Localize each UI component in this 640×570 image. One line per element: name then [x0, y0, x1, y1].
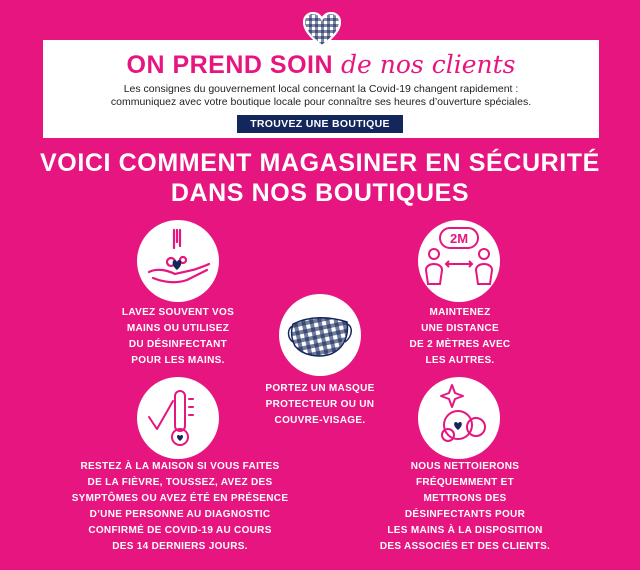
banner-headline [43, 50, 599, 80]
wash-hands-icon [137, 220, 219, 302]
mask-circle [279, 294, 361, 376]
thermometer-circle [137, 377, 219, 459]
find-store-button[interactable]: TROUVEZ UNE BOUTIQUE [237, 115, 403, 133]
distance-circle [418, 220, 500, 302]
wash-hands-text: LAVEZ SOUVENT VOS MAINS OU UTILISEZ DU DÉSINFECTANT POUR LES MAINS. [121, 307, 235, 366]
mask-text: PORTEZ UN MASQUE PROTECTEUR OU UN COUVRE-VISAGE. [265, 383, 375, 426]
distance-text: MAINTENEZ UNE DISTANCE DE 2 MÈTRES AVEC LES AUTRES. [409, 307, 511, 366]
banner-text: Les consignes du gouvernement local concernant la Covid-19 changent rapidement : communiquez avec votre boutique locale pour connaître ses heures d’ouverture spéciales. [110, 83, 532, 108]
headline-bold: ON PREND SOIN [126, 51, 334, 79]
mask-icon [279, 294, 361, 376]
wash-hands-circle [137, 220, 219, 302]
headline-script: de nos clients [341, 50, 516, 79]
thermometer-icon [137, 377, 219, 459]
page-title: VOICI COMMENT MAGASINER EN SÉCURITÉ DANS NOS BOUTIQUES [40, 149, 600, 207]
distance-icon [418, 220, 500, 302]
distance-badge: 2M [449, 231, 469, 246]
cleaning-circle [418, 377, 500, 459]
cleaning-text: NOUS NETTOIERONS FRÉQUEMMENT ET METTRONS DES DÉSINFECTANTS POUR LES MAINS À LA DISPOSITION DES ASSOCIÉS ET DES CLIENTS. [379, 461, 551, 552]
stay-home-text: RESTEZ À LA MAISON SI VOUS FAITES DE LA FIÈVRE, TOUSSEZ, AVEZ DES SYMPTÔMES OU AVEZ ÉTÉ EN PRÉSENCE D’UNE PERSONNE AU DIAGNOSTIC CONFIRMÉ DE COVID-19 AU COURS DES 14 DERNIERS JOURS. [71, 461, 289, 552]
cleaning-icon [418, 377, 500, 459]
gingham-heart-icon [303, 12, 341, 48]
notice-banner [43, 40, 599, 138]
